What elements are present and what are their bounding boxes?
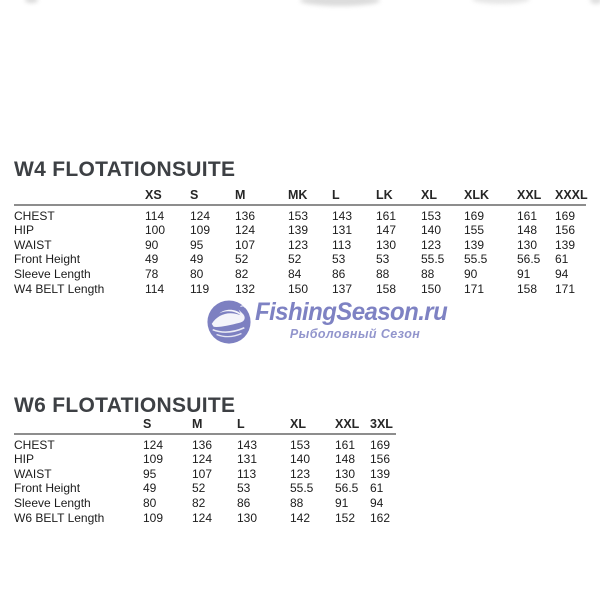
measurement-value: 139 [288,223,309,238]
measurement-value: 143 [332,209,353,223]
measurement-value: 107 [192,466,213,481]
measurement-value: 119 [190,281,210,296]
w4-section-title: W4 FLOTATIONSUITE [14,158,236,181]
measurement-value: 49 [143,481,157,496]
measurement-value: 90 [145,237,159,252]
measurement-value: 136 [235,209,256,223]
measurement-value: 49 [190,252,204,267]
measurement-row [14,281,586,296]
measurement-value: 139 [370,466,391,481]
measurement-value: 131 [237,452,258,467]
measurement-value: 84 [288,267,302,282]
measurement-value: 100 [145,223,166,238]
size-column-header: XL [421,187,464,205]
measurement-value: 114 [145,281,165,296]
size-column-header: M [192,416,237,434]
measurement-value: 132 [235,281,256,296]
measurement-value: 88 [290,496,304,511]
measurement-value: 80 [190,267,204,282]
watermark-brand-text: FishingSeason.ru [255,298,448,326]
measurement-value: 107 [235,237,256,252]
measurement-value: 88 [376,267,390,282]
measurement-label: HIP [14,223,35,238]
measurement-value: 147 [376,223,397,238]
measurement-label: W4 BELT Length [14,281,105,296]
measurement-value: 109 [143,452,164,467]
size-header-row [14,416,396,434]
measurement-value: 153 [288,209,309,223]
measurement-value: 158 [376,281,397,296]
measurement-value: 136 [192,438,213,452]
measurement-value: 137 [332,281,353,296]
scan-artifact [590,0,600,4]
measurement-value: 94 [555,267,569,282]
measurement-row [14,452,396,467]
scan-artifact [300,0,380,6]
measurement-label: Sleeve Length [14,267,91,282]
measurement-row [14,481,396,496]
measurement-value: 123 [288,237,309,252]
measurement-value: 61 [370,481,384,496]
measurement-row [14,467,396,482]
measurement-value: 56.5 [335,481,359,496]
table-corner-cell [14,187,145,205]
measurement-value: 130 [376,237,397,252]
measurement-value: 124 [192,510,213,525]
measurement-row [14,223,586,238]
measurement-value: 162 [370,510,391,525]
size-column-header: XXL [335,416,370,434]
watermark-text [255,299,455,341]
measurement-value: 153 [290,438,311,452]
size-column-header: XS [145,187,190,205]
measurement-value: 61 [555,252,569,267]
measurement-value: 131 [332,223,353,238]
measurement-value: 161 [376,209,397,223]
measurement-value: 171 [555,281,576,296]
measurement-value: 55.5 [464,252,488,267]
size-column-header: XLK [464,187,517,205]
measurement-label: WAIST [14,466,52,481]
measurement-value: 91 [335,496,349,511]
measurement-label: HIP [14,452,35,467]
measurement-value: 86 [332,267,346,282]
measurement-value: 124 [190,209,211,223]
measurement-value: 169 [370,438,391,452]
measurement-value: 169 [555,209,576,223]
measurement-value: 95 [190,237,204,252]
size-column-header: MK [288,187,332,205]
measurement-value: 94 [370,496,384,511]
measurement-value: 82 [235,267,249,282]
measurement-value: 113 [332,237,352,252]
measurement-value: 169 [464,209,485,223]
measurement-value: 82 [192,496,206,511]
measurement-value: 80 [143,496,157,511]
scan-artifact [472,0,530,4]
measurement-label: CHEST [14,209,55,223]
measurement-value: 88 [421,267,435,282]
measurement-value: 52 [288,252,302,267]
size-column-header: XXXL [555,187,586,205]
measurement-value: 123 [421,237,442,252]
measurement-row [14,434,396,452]
measurement-value: 124 [192,452,213,467]
fishingseason-watermark [206,299,455,345]
measurement-value: 49 [145,252,159,267]
w6-size-table [14,416,396,525]
measurement-label: Front Height [14,252,81,267]
measurement-value: 53 [332,252,346,267]
measurement-value: 161 [335,438,356,452]
scan-artifact [25,0,38,3]
measurement-value: 109 [143,510,164,525]
size-column-header: 3XL [370,416,396,434]
measurement-value: 123 [290,466,311,481]
measurement-value: 152 [335,510,356,525]
measurement-value: 158 [517,281,538,296]
measurement-value: 55.5 [290,481,314,496]
measurement-value: 56.5 [517,252,541,267]
measurement-value: 124 [143,438,164,452]
size-column-header: L [332,187,376,205]
measurement-value: 90 [464,267,478,282]
size-column-header: XXL [517,187,555,205]
measurement-value: 140 [290,452,311,467]
measurement-value: 53 [237,481,251,496]
measurement-value: 150 [421,281,442,296]
measurement-value: 156 [370,452,391,467]
w4-size-table [14,187,586,296]
measurement-value: 91 [517,267,531,282]
measurement-value: 78 [145,267,159,282]
measurement-value: 86 [237,496,251,511]
measurement-value: 139 [555,237,576,252]
measurement-value: 155 [464,223,485,238]
fish-globe-icon [206,299,252,345]
measurement-value: 130 [517,237,538,252]
measurement-value: 113 [237,466,257,481]
measurement-value: 124 [235,223,256,238]
measurement-value: 156 [555,223,576,238]
measurement-value: 148 [335,452,356,467]
measurement-value: 52 [235,252,249,267]
measurement-value: 53 [376,252,390,267]
measurement-row [14,205,586,223]
measurement-label: Front Height [14,481,81,496]
measurement-label: CHEST [14,438,55,452]
size-header-row [14,187,586,205]
measurement-row [14,238,586,253]
measurement-value: 95 [143,466,157,481]
size-column-header: L [237,416,290,434]
measurement-value: 55.5 [421,252,445,267]
measurement-value: 140 [421,223,442,238]
size-column-header: M [235,187,288,205]
measurement-value: 52 [192,481,206,496]
measurement-value: 148 [517,223,538,238]
measurement-value: 114 [145,209,165,223]
measurement-value: 150 [288,281,309,296]
measurement-label: WAIST [14,237,52,252]
watermark-subtitle-text: Рыболовный Сезон [289,327,421,341]
measurement-label: Sleeve Length [14,496,91,511]
measurement-value: 130 [237,510,258,525]
measurement-row [14,267,586,282]
w6-section-title: W6 FLOTATIONSUITE [14,394,236,417]
measurement-value: 161 [517,209,538,223]
measurement-value: 171 [464,281,485,296]
size-column-header: LK [376,187,421,205]
measurement-value: 143 [237,438,258,452]
measurement-row [14,510,396,525]
size-column-header: XL [290,416,335,434]
measurement-row [14,252,586,267]
measurement-row [14,496,396,511]
measurement-value: 153 [421,209,442,223]
measurement-value: 130 [335,466,356,481]
size-column-header: S [143,416,192,434]
measurement-value: 142 [290,510,311,525]
measurement-value: 109 [190,223,211,238]
measurement-label: W6 BELT Length [14,510,105,525]
size-column-header: S [190,187,235,205]
table-corner-cell [14,416,143,434]
measurement-value: 139 [464,237,485,252]
